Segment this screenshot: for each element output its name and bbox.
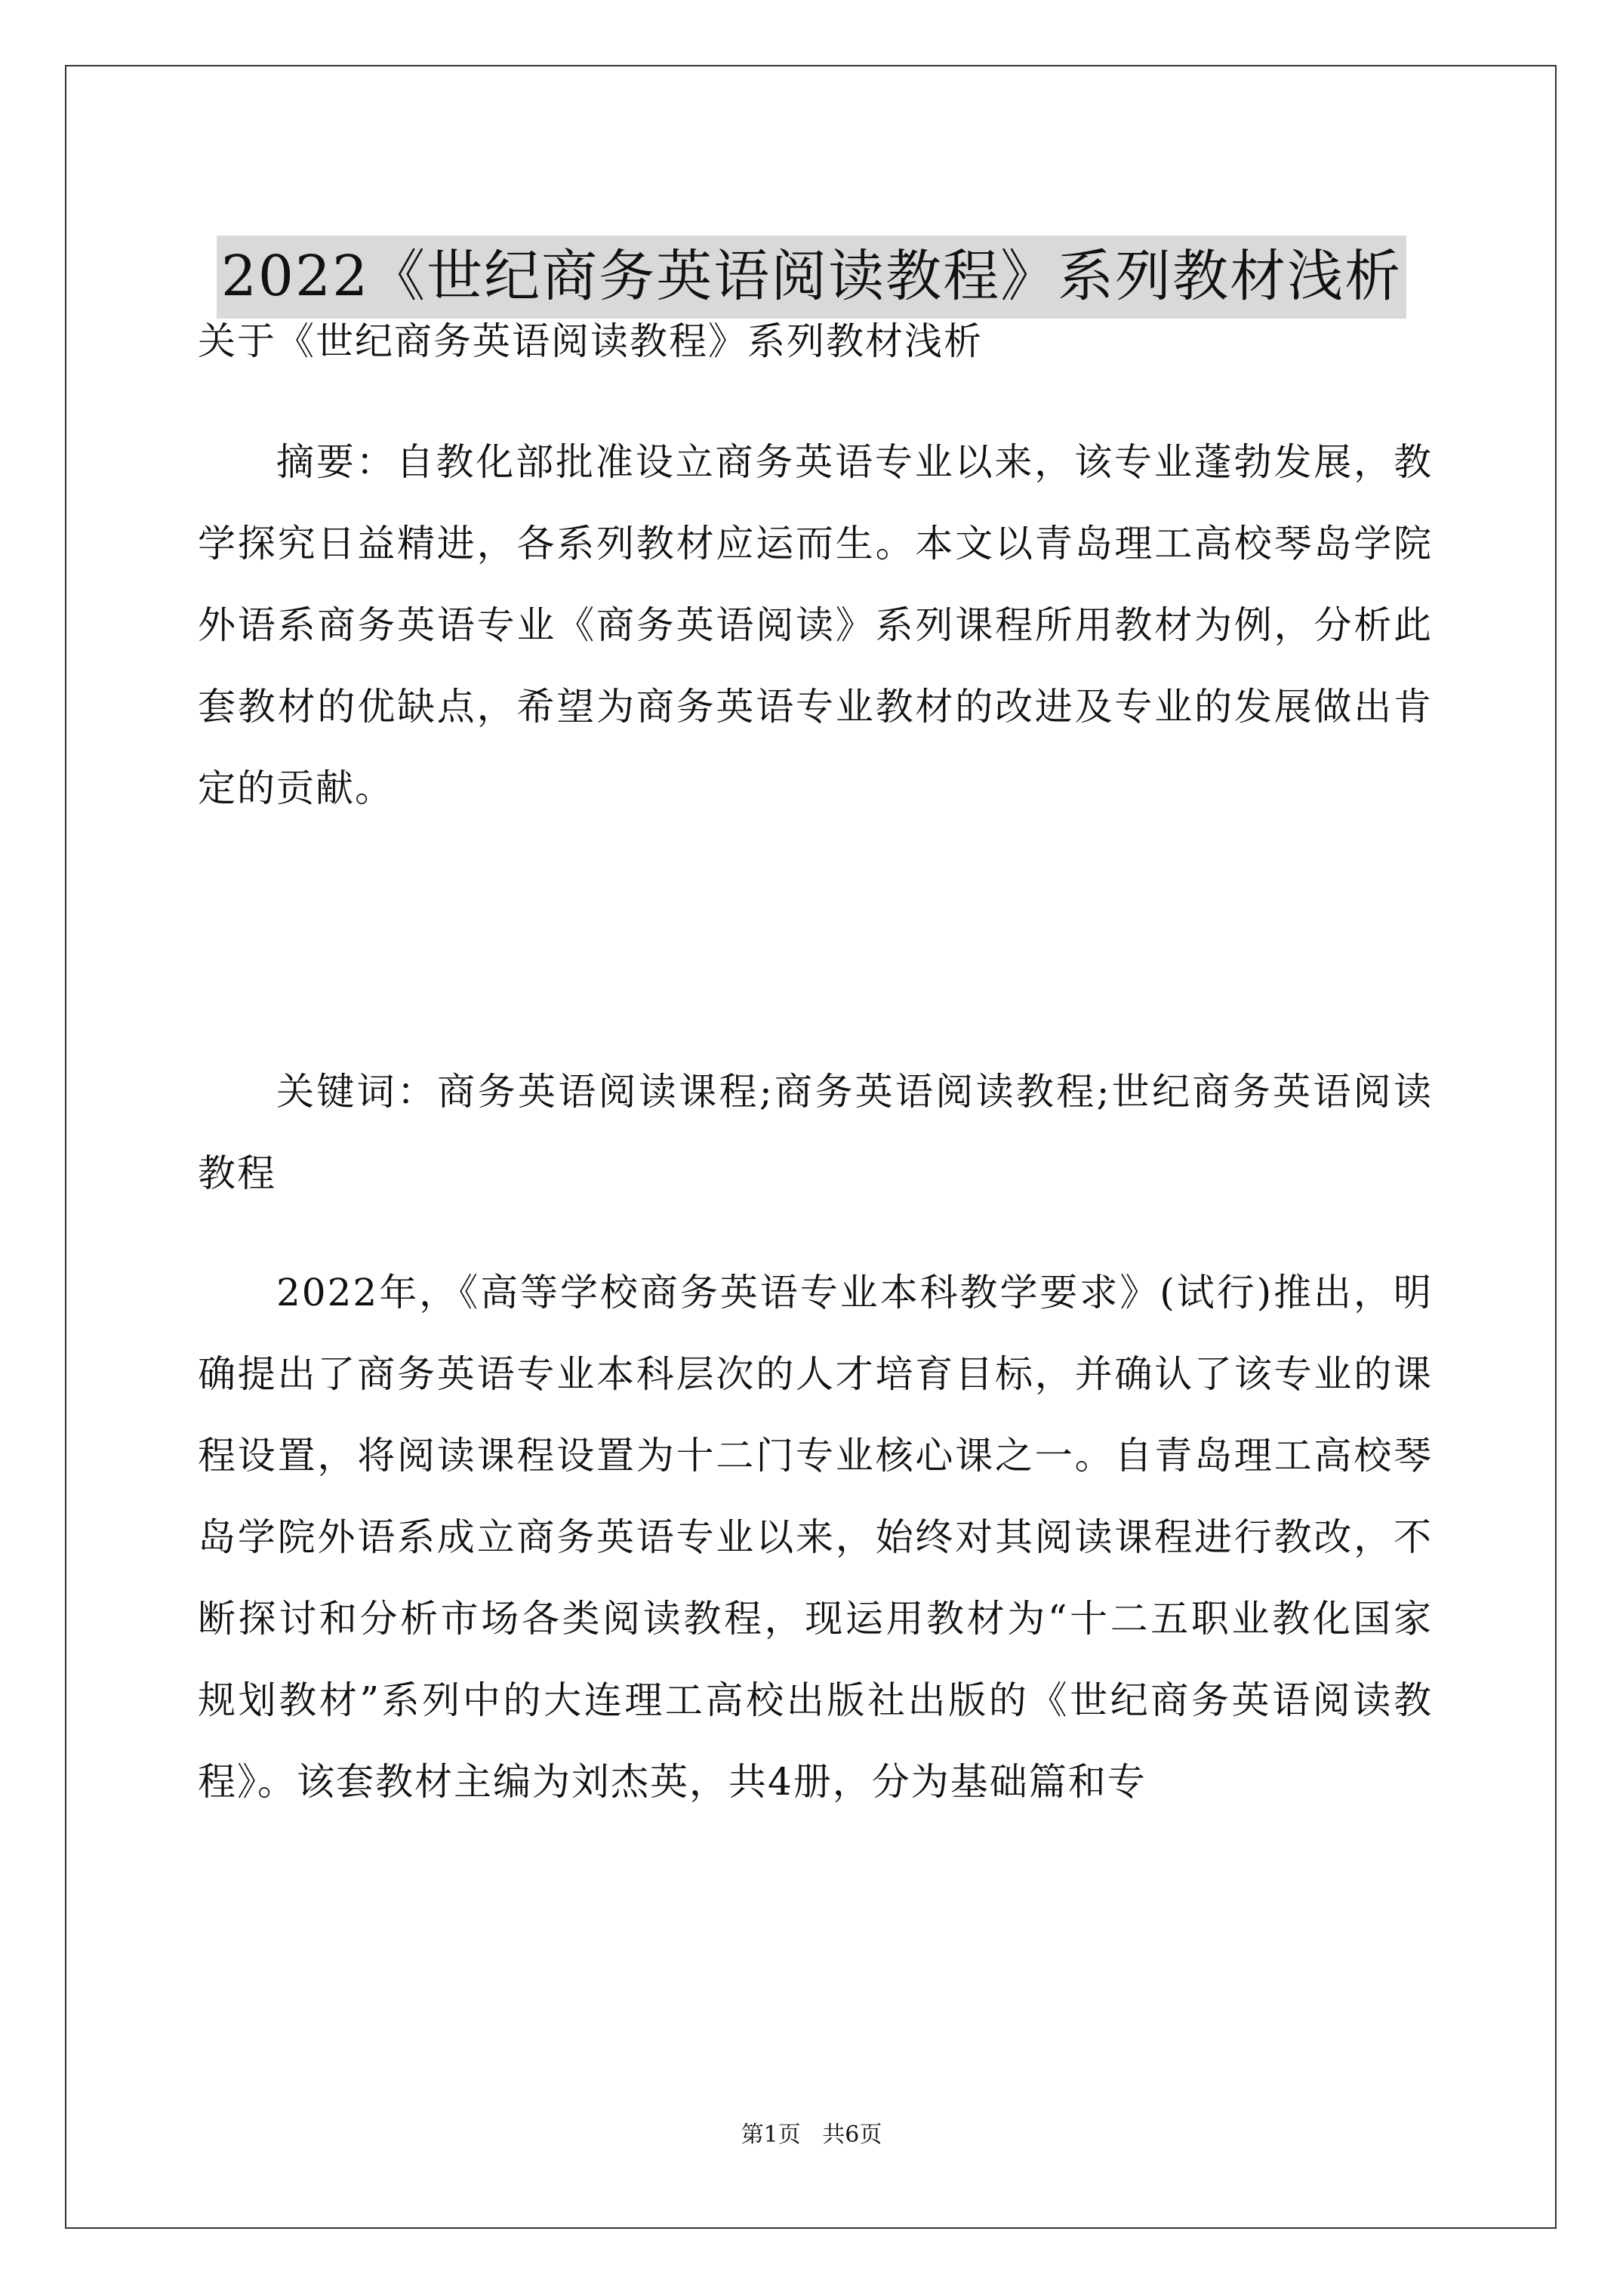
document-subtitle: 关于《世纪商务英语阅读教程》系列教材浅析 [198, 319, 983, 363]
abstract-paragraph: 摘要：自教化部批准设立商务英语专业以来，该专业蓬勃发展，教学探究日益精进，各系列教材应运而生。本文以青岛理工高校琴岛学院外语系商务英语专业《商务英语阅读》系列课程所用教材为例，分析此套教材的优缺点，希望为商务英语专业教材的改进及专业的发展做出肯定的贡献。 [198, 440, 1433, 810]
page-footer [0, 2120, 1623, 2150]
page-total: 共6页 [822, 2122, 882, 2148]
keywords-paragraph: 关键词：商务英语阅读课程;商务英语阅读教程;世纪商务英语阅读教程 [198, 1070, 1433, 1195]
body-paragraph: 2022年，《高等学校商务英语专业本科教学要求》(试行)推出，明确提出了商务英语专业本科层次的人才培育目标，并确认了该专业的课程设置，将阅读课程设置为十二门专业核心课之一。自青岛理工高校琴岛学院外语系成立商务英语专业以来，始终对其阅读课程进行教改，不断探讨和分析市场各类阅读教程，现运用教材为“十二五职业教化国家规划教材”系列中的大连理工高校出版社出版的《世纪商务英语阅读教程》。该套教材主编为刘杰英，共4册，分为基础篇和专 [198, 1271, 1433, 1804]
document-title: 2022《世纪商务英语阅读教程》系列教材浅析 [217, 236, 1406, 319]
page-number: 第1页 [741, 2122, 801, 2148]
